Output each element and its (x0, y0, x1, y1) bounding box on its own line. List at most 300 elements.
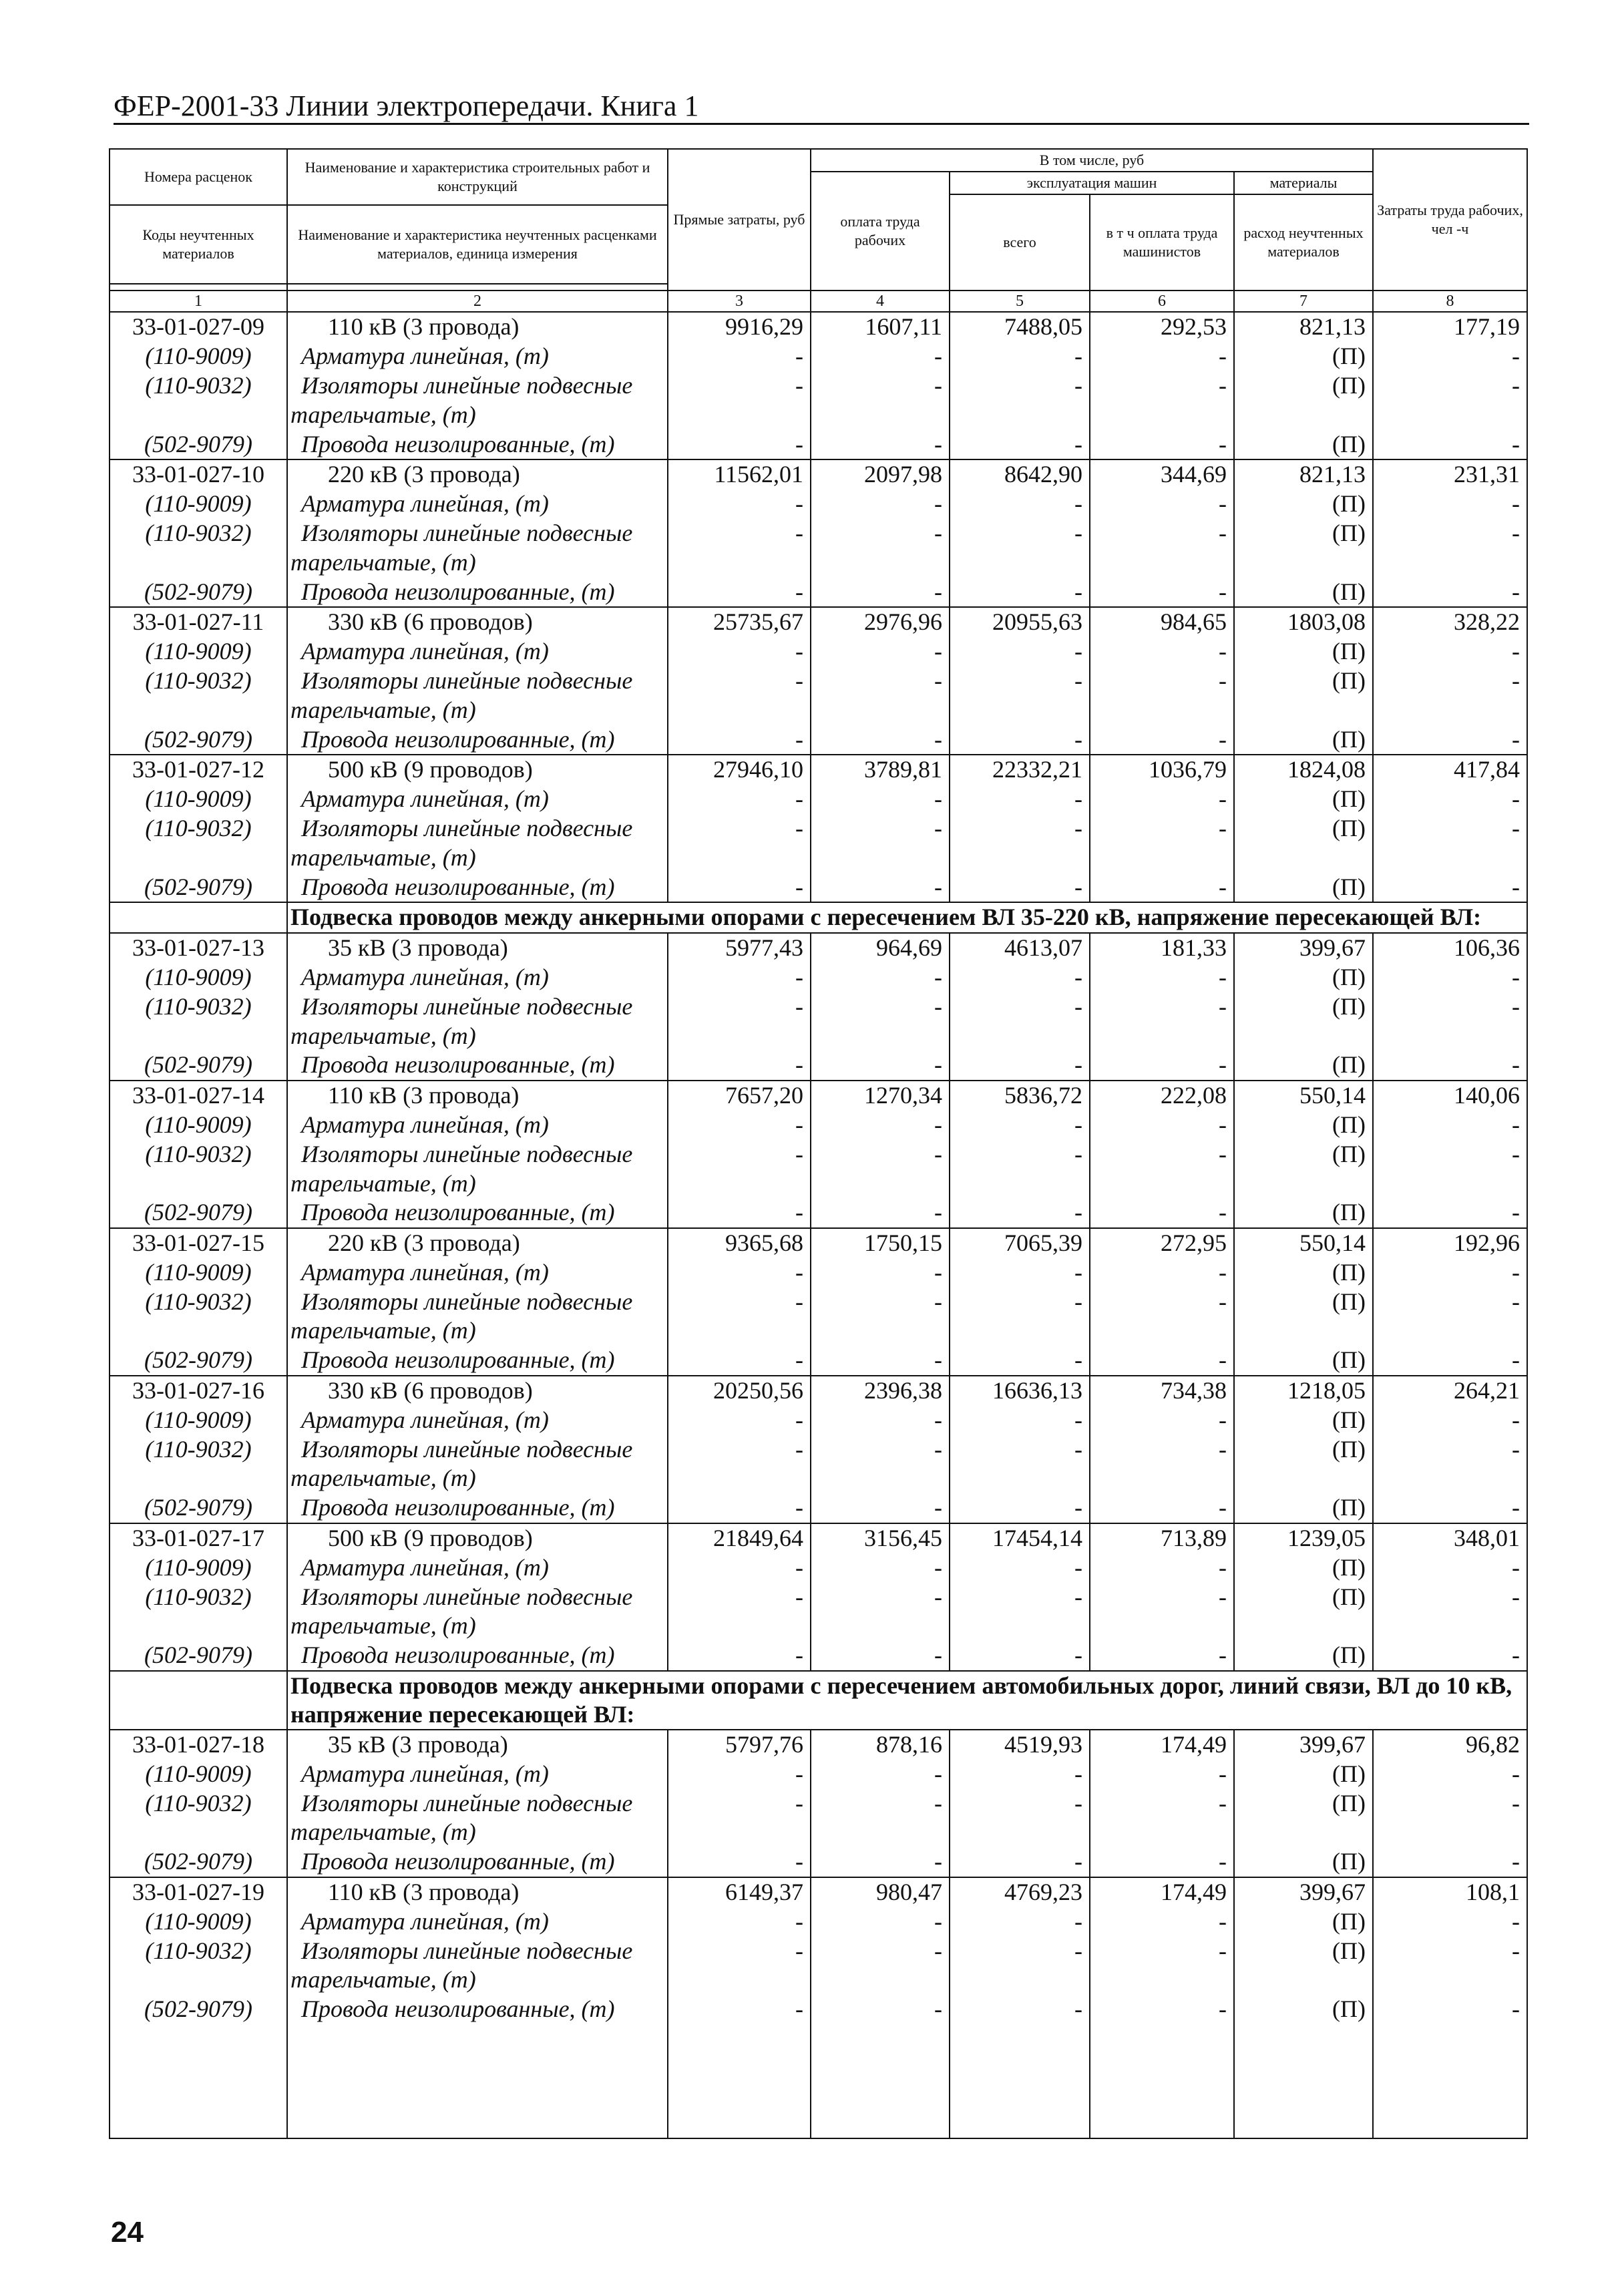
material-unaccounted-mark (1234, 1818, 1373, 1847)
material-unaccounted-mark: (П) (1234, 1050, 1373, 1081)
material-dash-value: - (811, 1847, 950, 1877)
material-dash-value: - (668, 1641, 811, 1671)
column-number: 7 (1234, 291, 1373, 312)
material-row (110, 1346, 1527, 1376)
material-dash-value: - (811, 814, 950, 843)
material-code (110, 1316, 287, 1346)
rate-row (110, 1877, 1527, 1907)
material-dash-value (811, 1611, 950, 1641)
column-number: 6 (1090, 291, 1234, 312)
material-dash-value (811, 1818, 950, 1847)
material-dash-value: - (1090, 1582, 1234, 1611)
material-dash-value: - (1373, 1493, 1527, 1523)
material-row (110, 548, 1527, 577)
material-name: Провода неизолированные, (т) (287, 872, 668, 902)
material-dash-value: - (950, 1287, 1090, 1316)
material-dash-value: - (950, 872, 1090, 902)
material-row (110, 1995, 1527, 2024)
material-dash-value (811, 695, 950, 725)
operators-pay-value: 1036,79 (1090, 755, 1234, 785)
labor-pay-value: 1607,11 (811, 312, 950, 342)
material-dash-value: - (811, 1258, 950, 1288)
material-dash-value: - (811, 1995, 950, 2024)
material-dash-value: - (1373, 1198, 1527, 1228)
material-name: Изоляторы линейные подвесные (287, 1936, 668, 1965)
material-dash-value: - (811, 785, 950, 814)
material-dash-value (811, 400, 950, 429)
material-unaccounted-mark: (П) (1234, 637, 1373, 666)
operators-pay-value: 222,08 (1090, 1081, 1234, 1111)
material-name: Арматура линейная, (т) (287, 1907, 668, 1936)
material-dash-value (1090, 1464, 1234, 1493)
material-dash-value: - (1090, 1258, 1234, 1288)
labor-pay-value: 2396,38 (811, 1376, 950, 1406)
material-dash-value: - (668, 1435, 811, 1464)
rate-name: 330 кВ (6 проводов) (287, 607, 668, 637)
rate-name: 110 кВ (3 провода) (287, 312, 668, 342)
material-dash-value: - (950, 1847, 1090, 1877)
material-dash-value (950, 843, 1090, 872)
material-row (110, 1788, 1527, 1818)
material-dash-value (950, 1818, 1090, 1847)
material-code: (110-9009) (110, 785, 287, 814)
group-machines-header: эксплуатация машин (950, 172, 1234, 194)
labor-hours-value: 328,22 (1373, 607, 1527, 637)
material-dash-value: - (811, 1050, 950, 1081)
machines-total-value: 7065,39 (950, 1228, 1090, 1258)
material-name: Арматура линейная, (т) (287, 1111, 668, 1140)
material-unaccounted-mark: (П) (1234, 725, 1373, 755)
material-dash-value: - (950, 1139, 1090, 1169)
material-dash-value: - (1373, 1641, 1527, 1671)
material-dash-value: - (1373, 1435, 1527, 1464)
material-row (110, 1139, 1527, 1169)
rate-row (110, 1730, 1527, 1760)
material-dash-value: - (1090, 785, 1234, 814)
material-dash-value (668, 1169, 811, 1198)
material-dash-value (1090, 1021, 1234, 1050)
material-dash-value: - (1373, 1907, 1527, 1936)
labor-pay-value: 1750,15 (811, 1228, 950, 1258)
material-dash-value (1373, 1965, 1527, 1995)
material-dash-value: - (668, 637, 811, 666)
material-dash-value (1373, 1021, 1527, 1050)
material-unaccounted-mark: (П) (1234, 1788, 1373, 1818)
material-dash-value: - (1090, 1788, 1234, 1818)
rate-code: 33-01-027-17 (110, 1523, 287, 1553)
material-dash-value: - (668, 963, 811, 992)
material-name: Арматура линейная, (т) (287, 342, 668, 371)
group-materials-header: материалы (1234, 172, 1373, 194)
col-labor-hours-header: Затраты труда рабочих, чел -ч (1373, 149, 1527, 291)
material-dash-value: - (668, 519, 811, 548)
material-dash-value (950, 1464, 1090, 1493)
material-dash-value: - (1090, 1346, 1234, 1376)
material-dash-value: - (1090, 814, 1234, 843)
material-dash-value: - (811, 342, 950, 371)
material-dash-value: - (1373, 519, 1527, 548)
material-code: (502-9079) (110, 1995, 287, 2024)
material-dash-value: - (668, 1936, 811, 1965)
material-unaccounted-mark (1234, 1169, 1373, 1198)
material-code: (110-9009) (110, 637, 287, 666)
material-dash-value: - (950, 1759, 1090, 1788)
material-dash-value: - (668, 785, 811, 814)
materials-value: 821,13 (1234, 459, 1373, 490)
table-body (110, 291, 1527, 2138)
material-dash-value: - (1373, 1111, 1527, 1140)
material-dash-value: - (811, 1346, 950, 1376)
material-row (110, 342, 1527, 371)
material-dash-value: - (950, 577, 1090, 607)
material-name: тарельчатые, (т) (287, 1965, 668, 1995)
rate-code: 33-01-027-19 (110, 1877, 287, 1907)
column-number: 8 (1373, 291, 1527, 312)
material-dash-value: - (950, 1788, 1090, 1818)
material-code: (110-9009) (110, 1553, 287, 1582)
material-dash-value: - (668, 1907, 811, 1936)
material-dash-value: - (668, 1847, 811, 1877)
material-code (110, 1464, 287, 1493)
material-dash-value (1373, 1818, 1527, 1847)
labor-pay-value: 3789,81 (811, 755, 950, 785)
material-dash-value: - (668, 1258, 811, 1288)
material-name: Провода неизолированные, (т) (287, 429, 668, 459)
material-name: Провода неизолированные, (т) (287, 1995, 668, 2024)
empty-cell (1373, 2024, 1527, 2138)
operators-pay-value: 174,49 (1090, 1877, 1234, 1907)
material-name: Изоляторы линейные подвесные (287, 1788, 668, 1818)
rate-code: 33-01-027-13 (110, 933, 287, 963)
direct-costs-value: 6149,37 (668, 1877, 811, 1907)
material-dash-value (1373, 1611, 1527, 1641)
rate-name: 35 кВ (3 провода) (287, 933, 668, 963)
material-row (110, 519, 1527, 548)
material-name: Провода неизолированные, (т) (287, 577, 668, 607)
material-dash-value: - (811, 963, 950, 992)
material-dash-value: - (811, 490, 950, 519)
labor-hours-value: 96,82 (1373, 1730, 1527, 1760)
operators-pay-value: 174,49 (1090, 1730, 1234, 1760)
material-dash-value (811, 1464, 950, 1493)
material-code: (502-9079) (110, 1346, 287, 1376)
material-name: Изоляторы линейные подвесные (287, 1139, 668, 1169)
material-code: (110-9032) (110, 1936, 287, 1965)
material-unaccounted-mark: (П) (1234, 1847, 1373, 1877)
material-row (110, 429, 1527, 459)
material-dash-value (1090, 695, 1234, 725)
direct-costs-value: 9365,68 (668, 1228, 811, 1258)
material-unaccounted-mark (1234, 1021, 1373, 1050)
material-dash-value: - (668, 371, 811, 401)
material-dash-value: - (668, 1582, 811, 1611)
labor-hours-value: 106,36 (1373, 933, 1527, 963)
material-unaccounted-mark (1234, 548, 1373, 577)
section-heading-row (110, 1671, 1527, 1730)
labor-pay-value: 3156,45 (811, 1523, 950, 1553)
material-code (110, 400, 287, 429)
material-code: (110-9032) (110, 1287, 287, 1316)
material-dash-value: - (1090, 1405, 1234, 1435)
material-unaccounted-mark (1234, 400, 1373, 429)
material-dash-value: - (1090, 872, 1234, 902)
material-row (110, 963, 1527, 992)
material-dash-value: - (811, 1287, 950, 1316)
material-code: (110-9032) (110, 992, 287, 1021)
material-dash-value (1090, 1316, 1234, 1346)
material-dash-value: - (811, 1553, 950, 1582)
material-code: (110-9009) (110, 1111, 287, 1140)
material-dash-value: - (1090, 1435, 1234, 1464)
material-row (110, 1818, 1527, 1847)
material-unaccounted-mark (1234, 695, 1373, 725)
material-name: тарельчатые, (т) (287, 1316, 668, 1346)
material-code: (110-9032) (110, 371, 287, 401)
direct-costs-value: 9916,29 (668, 312, 811, 342)
rate-code: 33-01-027-10 (110, 459, 287, 490)
material-dash-value (668, 400, 811, 429)
material-dash-value (1090, 400, 1234, 429)
material-dash-value: - (1373, 1553, 1527, 1582)
material-dash-value: - (950, 963, 1090, 992)
material-name: тарельчатые, (т) (287, 1464, 668, 1493)
material-dash-value: - (811, 577, 950, 607)
material-name: Провода неизолированные, (т) (287, 1641, 668, 1671)
rate-row (110, 1081, 1527, 1111)
operators-pay-value: 292,53 (1090, 312, 1234, 342)
column-numbers-row (110, 291, 1527, 312)
material-dash-value (1090, 548, 1234, 577)
labor-pay-value: 2097,98 (811, 459, 950, 490)
rate-name: 500 кВ (9 проводов) (287, 755, 668, 785)
rate-name: 330 кВ (6 проводов) (287, 1376, 668, 1406)
material-row (110, 843, 1527, 872)
col-material-codes-header: Коды неучтенных материалов (110, 205, 287, 284)
material-unaccounted-mark: (П) (1234, 1493, 1373, 1523)
material-name: тарельчатые, (т) (287, 1021, 668, 1050)
machines-total-value: 22332,21 (950, 755, 1090, 785)
material-dash-value: - (1090, 371, 1234, 401)
material-row (110, 1641, 1527, 1671)
material-dash-value: - (811, 1198, 950, 1228)
labor-pay-value: 878,16 (811, 1730, 950, 1760)
material-dash-value: - (950, 992, 1090, 1021)
material-name: тарельчатые, (т) (287, 843, 668, 872)
material-dash-value: - (950, 1258, 1090, 1288)
rate-name: 110 кВ (3 провода) (287, 1877, 668, 1907)
material-name: тарельчатые, (т) (287, 1169, 668, 1198)
material-dash-value (950, 1611, 1090, 1641)
material-dash-value: - (811, 872, 950, 902)
material-row (110, 992, 1527, 1021)
material-dash-value: - (1373, 342, 1527, 371)
operators-pay-value: 713,89 (1090, 1523, 1234, 1553)
material-dash-value (1373, 695, 1527, 725)
material-row (110, 490, 1527, 519)
material-dash-value: - (668, 1405, 811, 1435)
material-dash-value: - (811, 429, 950, 459)
material-dash-value: - (1090, 1641, 1234, 1671)
labor-pay-value: 2976,96 (811, 607, 950, 637)
material-unaccounted-mark: (П) (1234, 872, 1373, 902)
material-unaccounted-mark (1234, 843, 1373, 872)
material-row (110, 400, 1527, 429)
material-dash-value: - (668, 666, 811, 696)
operators-pay-value: 272,95 (1090, 1228, 1234, 1258)
material-dash-value: - (950, 1346, 1090, 1376)
material-dash-value: - (1373, 1405, 1527, 1435)
empty-cell (811, 2024, 950, 2138)
material-dash-value: - (950, 1936, 1090, 1965)
material-dash-value (1373, 1316, 1527, 1346)
material-code (110, 1169, 287, 1198)
material-unaccounted-mark: (П) (1234, 1641, 1373, 1671)
material-name: Провода неизолированные, (т) (287, 1050, 668, 1081)
material-name: Арматура линейная, (т) (287, 1553, 668, 1582)
material-dash-value: - (668, 725, 811, 755)
material-dash-value: - (950, 1435, 1090, 1464)
material-dash-value: - (1090, 1050, 1234, 1081)
rate-code: 33-01-027-12 (110, 755, 287, 785)
material-dash-value: - (811, 1641, 950, 1671)
machines-total-value: 7488,05 (950, 312, 1090, 342)
operators-pay-value: 344,69 (1090, 459, 1234, 490)
material-dash-value: - (950, 1907, 1090, 1936)
material-dash-value: - (1090, 666, 1234, 696)
material-name: Изоляторы линейные подвесные (287, 1582, 668, 1611)
material-dash-value: - (811, 1759, 950, 1788)
labor-hours-value: 231,31 (1373, 459, 1527, 490)
page-title: ФЕР-2001-33 Линии электропередачи. Книга 1 (114, 89, 699, 122)
empty-cell (668, 2024, 811, 2138)
material-dash-value: - (811, 1788, 950, 1818)
material-dash-value: - (950, 785, 1090, 814)
machines-total-value: 8642,90 (950, 459, 1090, 490)
material-dash-value (1090, 843, 1234, 872)
material-dash-value (811, 1169, 950, 1198)
materials-value: 550,14 (1234, 1081, 1373, 1111)
material-dash-value (668, 843, 811, 872)
material-dash-value: - (1373, 1258, 1527, 1288)
material-code: (502-9079) (110, 1493, 287, 1523)
material-row (110, 1464, 1527, 1493)
material-name: Провода неизолированные, (т) (287, 1346, 668, 1376)
material-name: Изоляторы линейные подвесные (287, 1287, 668, 1316)
material-dash-value (668, 1021, 811, 1050)
material-row (110, 1287, 1527, 1316)
material-row (110, 725, 1527, 755)
material-dash-value (811, 1021, 950, 1050)
empty-cell (110, 2024, 287, 2138)
material-dash-value (1373, 1464, 1527, 1493)
material-unaccounted-mark (1234, 1965, 1373, 1995)
material-unaccounted-mark (1234, 1464, 1373, 1493)
material-dash-value: - (811, 371, 950, 401)
material-dash-value: - (668, 1346, 811, 1376)
material-row (110, 1316, 1527, 1346)
material-unaccounted-mark (1234, 1316, 1373, 1346)
material-dash-value: - (950, 637, 1090, 666)
material-dash-value (1373, 400, 1527, 429)
operators-pay-value: 734,38 (1090, 1376, 1234, 1406)
material-dash-value (950, 1316, 1090, 1346)
material-dash-value: - (1373, 1936, 1527, 1965)
material-row (110, 1582, 1527, 1611)
material-unaccounted-mark (1234, 1611, 1373, 1641)
material-row (110, 1169, 1527, 1198)
material-row (110, 695, 1527, 725)
machines-total-value: 4769,23 (950, 1877, 1090, 1907)
empty-cell (1234, 2024, 1373, 2138)
material-name: тарельчатые, (т) (287, 548, 668, 577)
material-dash-value: - (668, 1788, 811, 1818)
material-code: (110-9032) (110, 519, 287, 548)
material-dash-value (668, 1965, 811, 1995)
material-code: (502-9079) (110, 872, 287, 902)
material-dash-value: - (811, 666, 950, 696)
material-dash-value (811, 843, 950, 872)
material-row (110, 1050, 1527, 1081)
material-dash-value: - (1090, 1198, 1234, 1228)
direct-costs-value: 25735,67 (668, 607, 811, 637)
material-dash-value: - (1373, 992, 1527, 1021)
material-dash-value: - (1090, 1553, 1234, 1582)
material-dash-value: - (668, 1111, 811, 1140)
rate-name: 35 кВ (3 провода) (287, 1730, 668, 1760)
material-dash-value: - (1090, 429, 1234, 459)
group-including-header: В том числе, руб (811, 149, 1373, 172)
material-row (110, 666, 1527, 696)
material-dash-value (811, 548, 950, 577)
material-unaccounted-mark: (П) (1234, 992, 1373, 1021)
material-code: (502-9079) (110, 1050, 287, 1081)
material-dash-value: - (811, 637, 950, 666)
material-dash-value: - (1090, 725, 1234, 755)
material-dash-value: - (1373, 725, 1527, 755)
material-dash-value: - (950, 1582, 1090, 1611)
material-dash-value: - (1090, 1493, 1234, 1523)
material-name: Изоляторы линейные подвесные (287, 666, 668, 696)
machines-total-value: 17454,14 (950, 1523, 1090, 1553)
col-unaccounted-materials-header: расход неучтенных материалов (1234, 194, 1373, 291)
rate-row (110, 755, 1527, 785)
material-name: Арматура линейная, (т) (287, 490, 668, 519)
material-unaccounted-mark: (П) (1234, 1346, 1373, 1376)
material-dash-value: - (811, 519, 950, 548)
rate-code: 33-01-027-16 (110, 1376, 287, 1406)
material-dash-value: - (1373, 785, 1527, 814)
material-dash-value: - (1373, 490, 1527, 519)
material-row (110, 577, 1527, 607)
direct-costs-value: 27946,10 (668, 755, 811, 785)
material-dash-value: - (811, 1405, 950, 1435)
rate-name: 220 кВ (3 провода) (287, 459, 668, 490)
material-dash-value (950, 695, 1090, 725)
empty-cell (287, 2024, 668, 2138)
material-dash-value (950, 1965, 1090, 1995)
material-code: (110-9009) (110, 963, 287, 992)
section-heading-row (110, 902, 1527, 933)
material-row (110, 1759, 1527, 1788)
materials-value: 399,67 (1234, 933, 1373, 963)
material-dash-value: - (1373, 1788, 1527, 1818)
material-name: Провода неизолированные, (т) (287, 1847, 668, 1877)
material-unaccounted-mark: (П) (1234, 666, 1373, 696)
material-dash-value: - (1373, 1050, 1527, 1081)
material-code: (110-9032) (110, 1788, 287, 1818)
material-code: (110-9032) (110, 814, 287, 843)
labor-hours-value: 108,1 (1373, 1877, 1527, 1907)
